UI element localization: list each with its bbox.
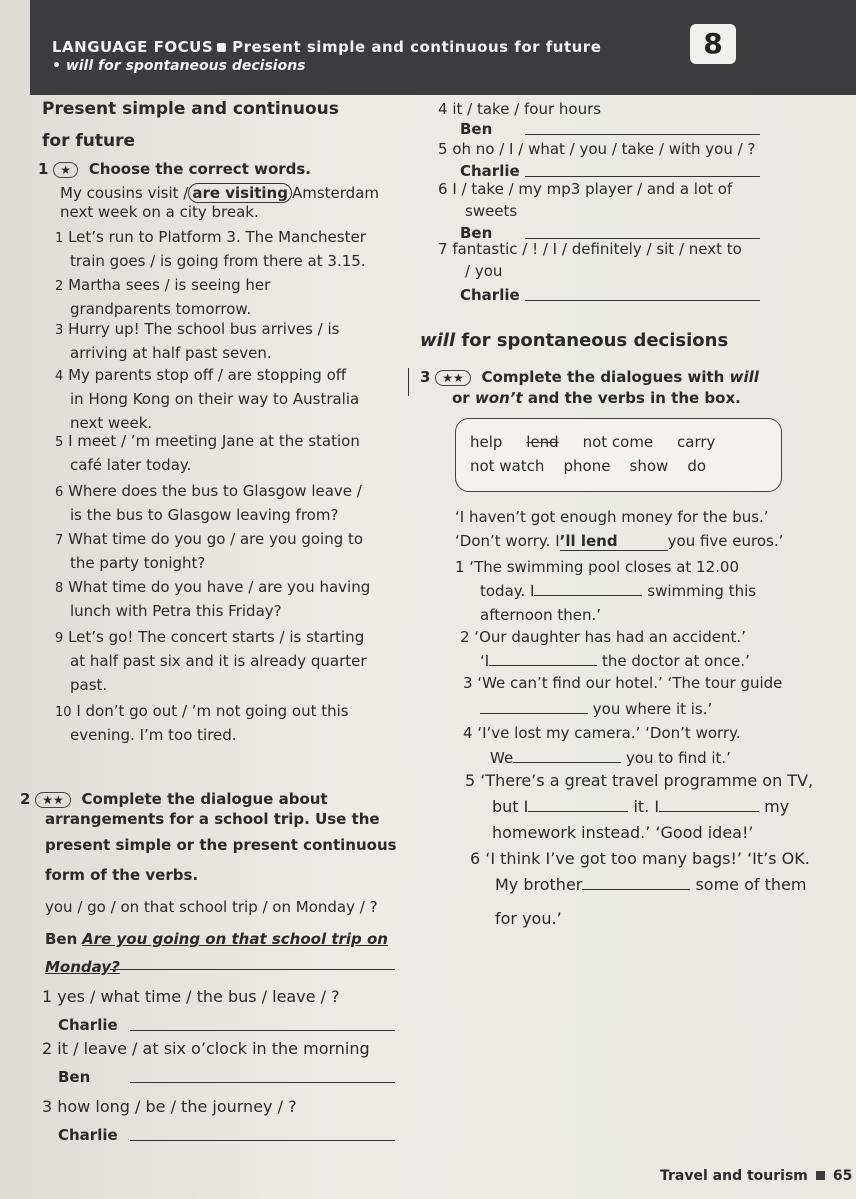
section-title-cont: for future <box>42 131 136 151</box>
dialogue-3-gap: you where it is.’ <box>480 700 712 718</box>
exercise-3-instruction-cont: or won’t and the verbs in the box. <box>452 389 741 407</box>
exercise-item-cont: grandparents tomorrow. <box>70 300 252 318</box>
speaker-label: Charlie <box>460 162 520 180</box>
dialogue-6-cont: for you.’ <box>495 909 562 928</box>
exercise-item: 8 What time do you have / are you having <box>55 578 371 596</box>
speaker-label: Ben <box>460 224 493 242</box>
exercise-1-example-cont: next week on a city break. <box>60 203 259 221</box>
speaker-label: Charlie <box>460 286 520 304</box>
dialogue-1: 1 ‘The swimming pool closes at 12.00 <box>455 558 739 576</box>
exercise-item-cont: is the bus to Glasgow leaving from? <box>70 506 339 524</box>
exercise-item-cont: the party tonight? <box>70 554 206 572</box>
exercise-item: 2 Martha sees / is seeing her <box>55 276 271 294</box>
section-title: Present simple and continuous <box>42 99 339 119</box>
dialogue-prompt: 2 it / leave / at six o’clock in the morning <box>42 1039 370 1058</box>
answer-line <box>525 238 760 239</box>
exercise-2-heading: 2 ★★ Complete the dialogue about <box>20 790 328 808</box>
dialogue-2-gap: ‘I the doctor at once.’ <box>480 652 750 670</box>
dialogue-6-gap: My brother some of them <box>495 875 807 894</box>
exercise-1-example: My cousins visit / are visiting Amsterdam <box>60 184 379 202</box>
exercise-item-cont: in Hong Kong on their way to Australia <box>70 390 360 408</box>
dialogue-prompt: 5 oh no / I / what / you / take / with you / ? <box>438 140 756 158</box>
exercise-2-instruction: present simple or the present continuous <box>45 836 397 854</box>
exercise-3-example-answer: ‘Don’t worry. I’ll lend you five euros.’ <box>455 532 784 550</box>
column-divider <box>408 368 409 396</box>
header-line-2: • will for spontaneous decisions <box>52 58 306 74</box>
dialogue-5-cont: homework instead.’ ‘Good idea!’ <box>492 823 754 842</box>
exercise-item: 9 Let’s go! The concert starts / is starting <box>55 628 365 646</box>
speaker-label: Charlie <box>58 1126 118 1144</box>
dialogue-prompt: 4 it / take / four hours <box>438 100 602 118</box>
exercise-2-instruction: form of the verbs. <box>45 866 199 884</box>
exercise-item: 1 Let’s run to Platform 3. The Manchester <box>55 228 366 246</box>
exercise-item-cont: arriving at half past seven. <box>70 344 272 362</box>
page-footer: Travel and tourism 65 <box>660 1168 853 1184</box>
answer-line <box>525 176 760 177</box>
exercise-item: 7 What time do you go / are you going to <box>55 530 364 548</box>
dialogue-prompt: 7 fantastic / ! / I / definitely / sit / next to <box>438 240 742 258</box>
dialogue-prompt-cont: sweets <box>465 202 518 220</box>
exercise-item-cont: café later today. <box>70 456 192 474</box>
dialogue-1-gap: today. I swimming this <box>480 582 757 600</box>
exercise-item-cont: train goes / is going from there at 3.15. <box>70 252 366 270</box>
header-line-1: LANGUAGE FOCUS Present simple and continuous for future <box>52 38 602 56</box>
exercise-item: 5 I meet / ’m meeting Jane at the station <box>55 432 360 450</box>
exercise-3-example: ‘I haven’t got enough money for the bus.’ <box>455 508 769 526</box>
answer-line <box>525 300 760 301</box>
dialogue-5: 5 ‘There’s a great travel programme on TV, <box>465 771 814 790</box>
exercise-3-heading: 3 ★★ Complete the dialogues with will <box>420 368 759 386</box>
star-rating: ★ <box>53 162 78 178</box>
dialogue-6: 6 ‘I think I’ve got too many bags!’ ‘It’s OK. <box>470 849 810 868</box>
unit-number: 8 <box>690 24 736 64</box>
dialogue-3: 3 ‘We can’t find our hotel.’ ‘The tour guide <box>463 674 783 692</box>
word-box-row-2: not watch phone show do <box>470 457 707 475</box>
exercise-item: 3 Hurry up! The school bus arrives / is <box>55 320 340 338</box>
dialogue-4: 4 ‘I’ve lost my camera.’ ‘Don’t worry. <box>463 724 741 742</box>
word-box-row-1: help lend not come carry <box>470 433 716 451</box>
exercise-item: 10 I don’t go out / ’m not going out this <box>55 702 349 720</box>
exercise-item-cont: evening. I’m too tired. <box>70 726 237 744</box>
dialogue-1-cont: afternoon then.’ <box>480 606 602 624</box>
exercise-item-cont: at half past six and it is already quarter <box>70 652 367 670</box>
exercise-item-cont: next week. <box>70 414 153 432</box>
will-section-title: will for spontaneous decisions <box>420 330 729 351</box>
answer-line <box>110 969 395 970</box>
dialogue-prompt: 3 how long / be / the journey / ? <box>42 1097 297 1116</box>
dialogue-2: 2 ‘Our daughter has had an accident.’ <box>460 628 746 646</box>
speaker-label: Ben <box>460 120 493 138</box>
star-rating: ★★ <box>35 792 71 808</box>
answer-line <box>130 1082 395 1083</box>
star-rating: ★★ <box>435 370 471 386</box>
dialogue-prompt: 1 yes / what time / the bus / leave / ? <box>42 987 340 1006</box>
exercise-1-heading: 1 ★ Choose the correct words. <box>38 160 312 178</box>
dialogue-4-gap: We you to find it.’ <box>490 749 731 767</box>
dialogue-5-gap: but I it. I my <box>492 797 790 816</box>
exercise-item: 6 Where does the bus to Glasgow leave / <box>55 482 362 500</box>
speaker-label: Charlie <box>58 1016 118 1034</box>
exercise-2-example-prompt: you / go / on that school trip / on Monday / ? <box>45 898 378 916</box>
exercise-2-example-answer-cont: Monday? <box>45 958 120 976</box>
exercise-2-example-answer: Ben Are you going on that school trip on <box>45 930 388 948</box>
exercise-item: 4 My parents stop off / are stopping off <box>55 366 347 384</box>
dialogue-prompt: 6 I / take / my mp3 player / and a lot of <box>438 180 733 198</box>
answer-line <box>130 1140 395 1141</box>
answer-line <box>130 1030 395 1031</box>
exercise-item-cont: lunch with Petra this Friday? <box>70 602 282 620</box>
exercise-2-instruction: arrangements for a school trip. Use the <box>45 810 380 828</box>
speaker-label: Ben <box>58 1068 91 1086</box>
exercise-item-cont: past. <box>70 676 108 694</box>
word-box <box>455 418 782 492</box>
answer-line <box>525 134 760 135</box>
dialogue-prompt-cont: / you <box>465 262 503 280</box>
